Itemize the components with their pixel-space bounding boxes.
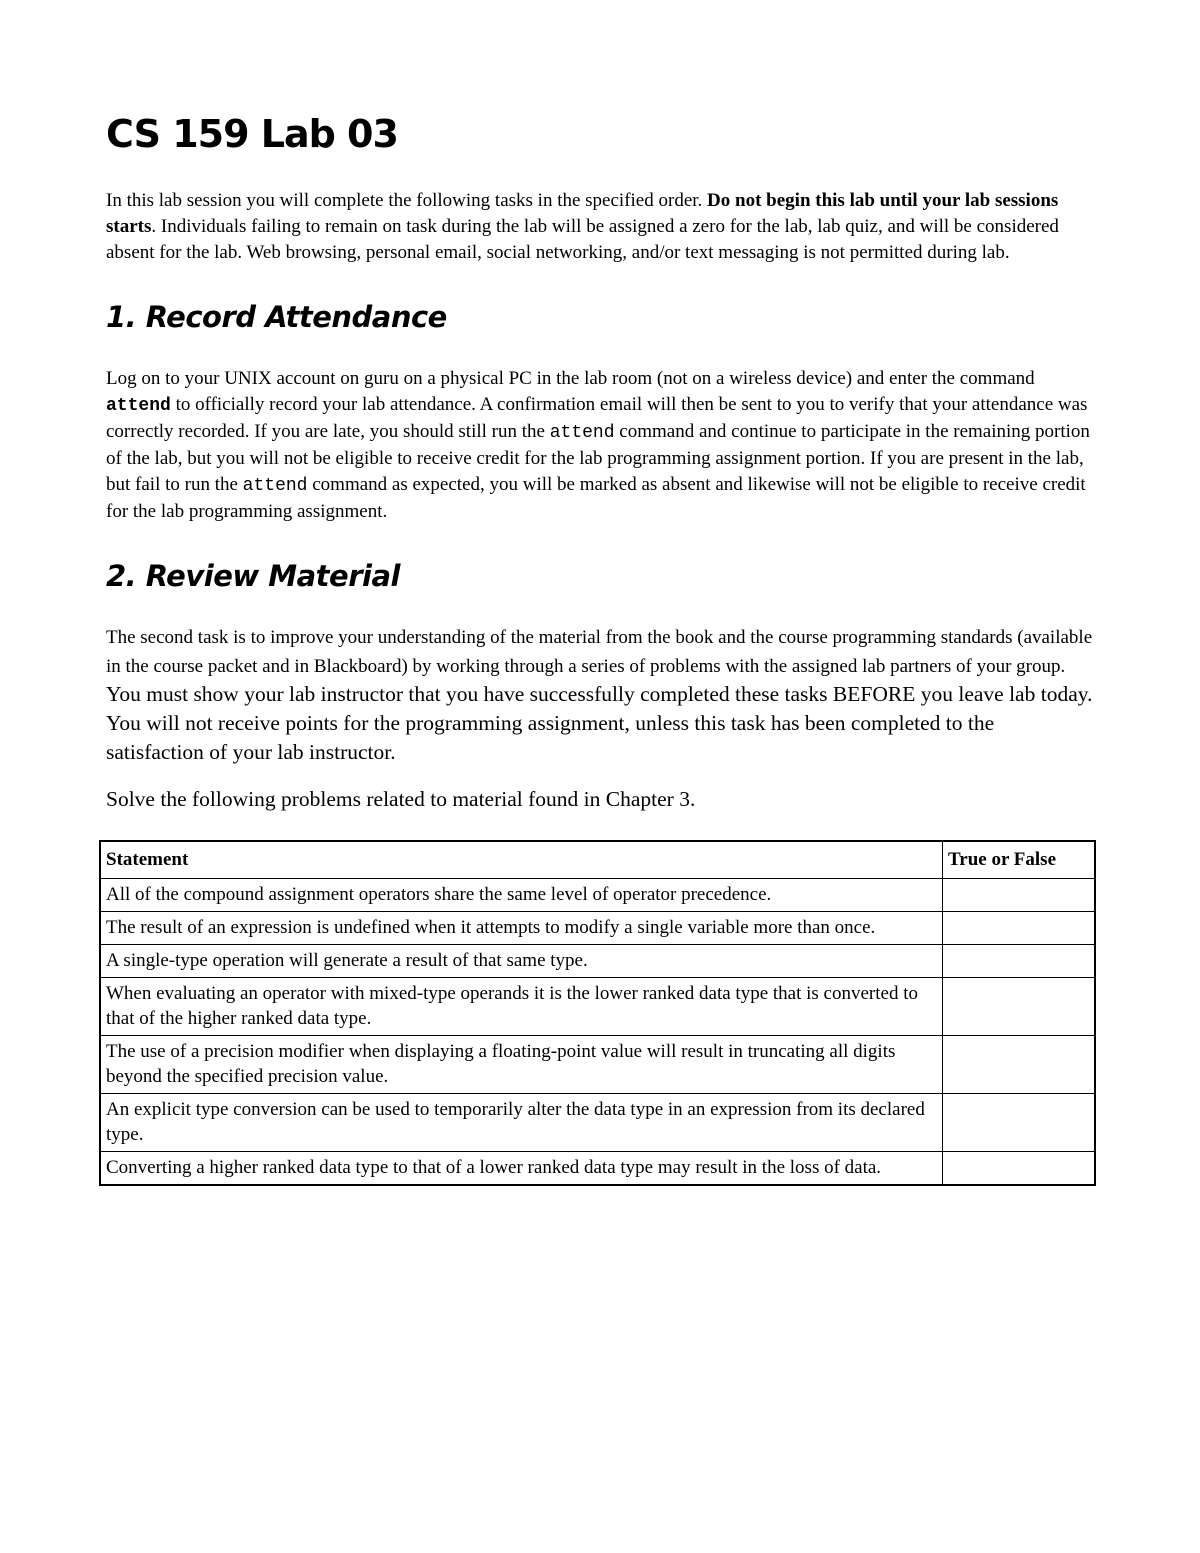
attendance-paragraph bbox=[106, 366, 1096, 525]
table-row bbox=[100, 978, 1095, 1036]
answer-cell[interactable] bbox=[943, 912, 1096, 945]
review-text-1: The second task is to improve your understanding of the material from the book and the course programming standards (available in the course packet and in Blackboard) by working through a series of problems with the assigned lab partners of your group. bbox=[106, 627, 1093, 677]
answer-cell[interactable] bbox=[943, 879, 1096, 912]
review-text-2: You must show your lab instructor that you have successfully completed these tasks BEFORE you leave lab today. You will not receive points for the programming assignment, unless this task has been completed to the satisfaction of your lab instructor. bbox=[106, 682, 1093, 764]
attend-command: attend bbox=[242, 476, 308, 496]
attendance-text-3: command and continue to participate in the remaining portion of the lab, but you will not be eligible to receive credit for the lab programming assignment portion. If you are present in the lab, but fail to run the bbox=[106, 421, 1090, 495]
document-page bbox=[106, 112, 1096, 1186]
intro-text-1: In this lab session you will complete the following tasks in the specified order. bbox=[106, 190, 708, 211]
statement-cell: All of the compound assignment operators share the same level of operator precedence. bbox=[100, 879, 943, 912]
statement-cell: A single-type operation will generate a result of that same type. bbox=[100, 945, 943, 978]
answer-cell[interactable] bbox=[943, 978, 1096, 1036]
statement-cell: The result of an expression is undefined when it attempts to modify a single variable more than once. bbox=[100, 912, 943, 945]
attend-command: attend bbox=[106, 396, 171, 416]
page-title: CS 159 Lab 03 bbox=[106, 112, 398, 156]
solve-instruction: Solve the following problems related to material found in Chapter 3. bbox=[106, 787, 696, 811]
statement-cell: An explicit type conversion can be used to temporarily alter the data type in an expression from its declared type. bbox=[100, 1094, 943, 1152]
table-header-row bbox=[100, 841, 1095, 879]
table-row bbox=[100, 1036, 1095, 1094]
table-row bbox=[100, 879, 1095, 912]
attendance-text-4: command as expected, you will be marked as absent and likewise will not be eligible to receive credit for the lab programming assignment. bbox=[106, 474, 1086, 522]
section-2-heading: 2. Review Material bbox=[106, 559, 400, 593]
review-paragraph bbox=[106, 625, 1096, 767]
intro-paragraph bbox=[106, 188, 1096, 266]
table-row bbox=[100, 912, 1095, 945]
answer-cell[interactable] bbox=[943, 1152, 1096, 1186]
answer-column-header: True or False bbox=[943, 841, 1096, 879]
table-row bbox=[100, 1094, 1095, 1152]
answer-cell[interactable] bbox=[943, 1036, 1096, 1094]
table-row bbox=[100, 945, 1095, 978]
intro-text-2: . Individuals failing to remain on task during the lab will be assigned a zero for the lab, lab quiz, and will be considered absent for the lab. Web browsing, personal email, social networking, and/or text messaging is not permitted during lab. bbox=[106, 216, 1059, 263]
statement-cell: When evaluating an operator with mixed-type operands it is the lower ranked data type that is converted to that of the higher ranked data type. bbox=[100, 978, 943, 1036]
intro-bold-warning: Do not begin this lab until your lab sessions starts bbox=[106, 190, 1059, 237]
answer-cell[interactable] bbox=[943, 945, 1096, 978]
answer-cell[interactable] bbox=[943, 1094, 1096, 1152]
section-1-heading: 1. Record Attendance bbox=[106, 300, 447, 334]
attendance-text-1: Log on to your UNIX account on guru on a physical PC in the lab room (not on a wireless device) and enter the command bbox=[106, 368, 1035, 389]
true-false-table bbox=[99, 840, 1096, 1186]
table-row bbox=[100, 1152, 1095, 1186]
statement-column-header: Statement bbox=[100, 841, 943, 879]
attend-command: attend bbox=[549, 423, 615, 443]
attendance-text-2: to officially record your lab attendance. A confirmation email will then be sent to you to verify that your attendance was correctly recorded. If you are late, you should still run the bbox=[106, 394, 1088, 442]
statement-cell: Converting a higher ranked data type to that of a lower ranked data type may result in the loss of data. bbox=[100, 1152, 943, 1186]
statement-cell: The use of a precision modifier when displaying a floating-point value will result in truncating all digits beyond the specified precision value. bbox=[100, 1036, 943, 1094]
